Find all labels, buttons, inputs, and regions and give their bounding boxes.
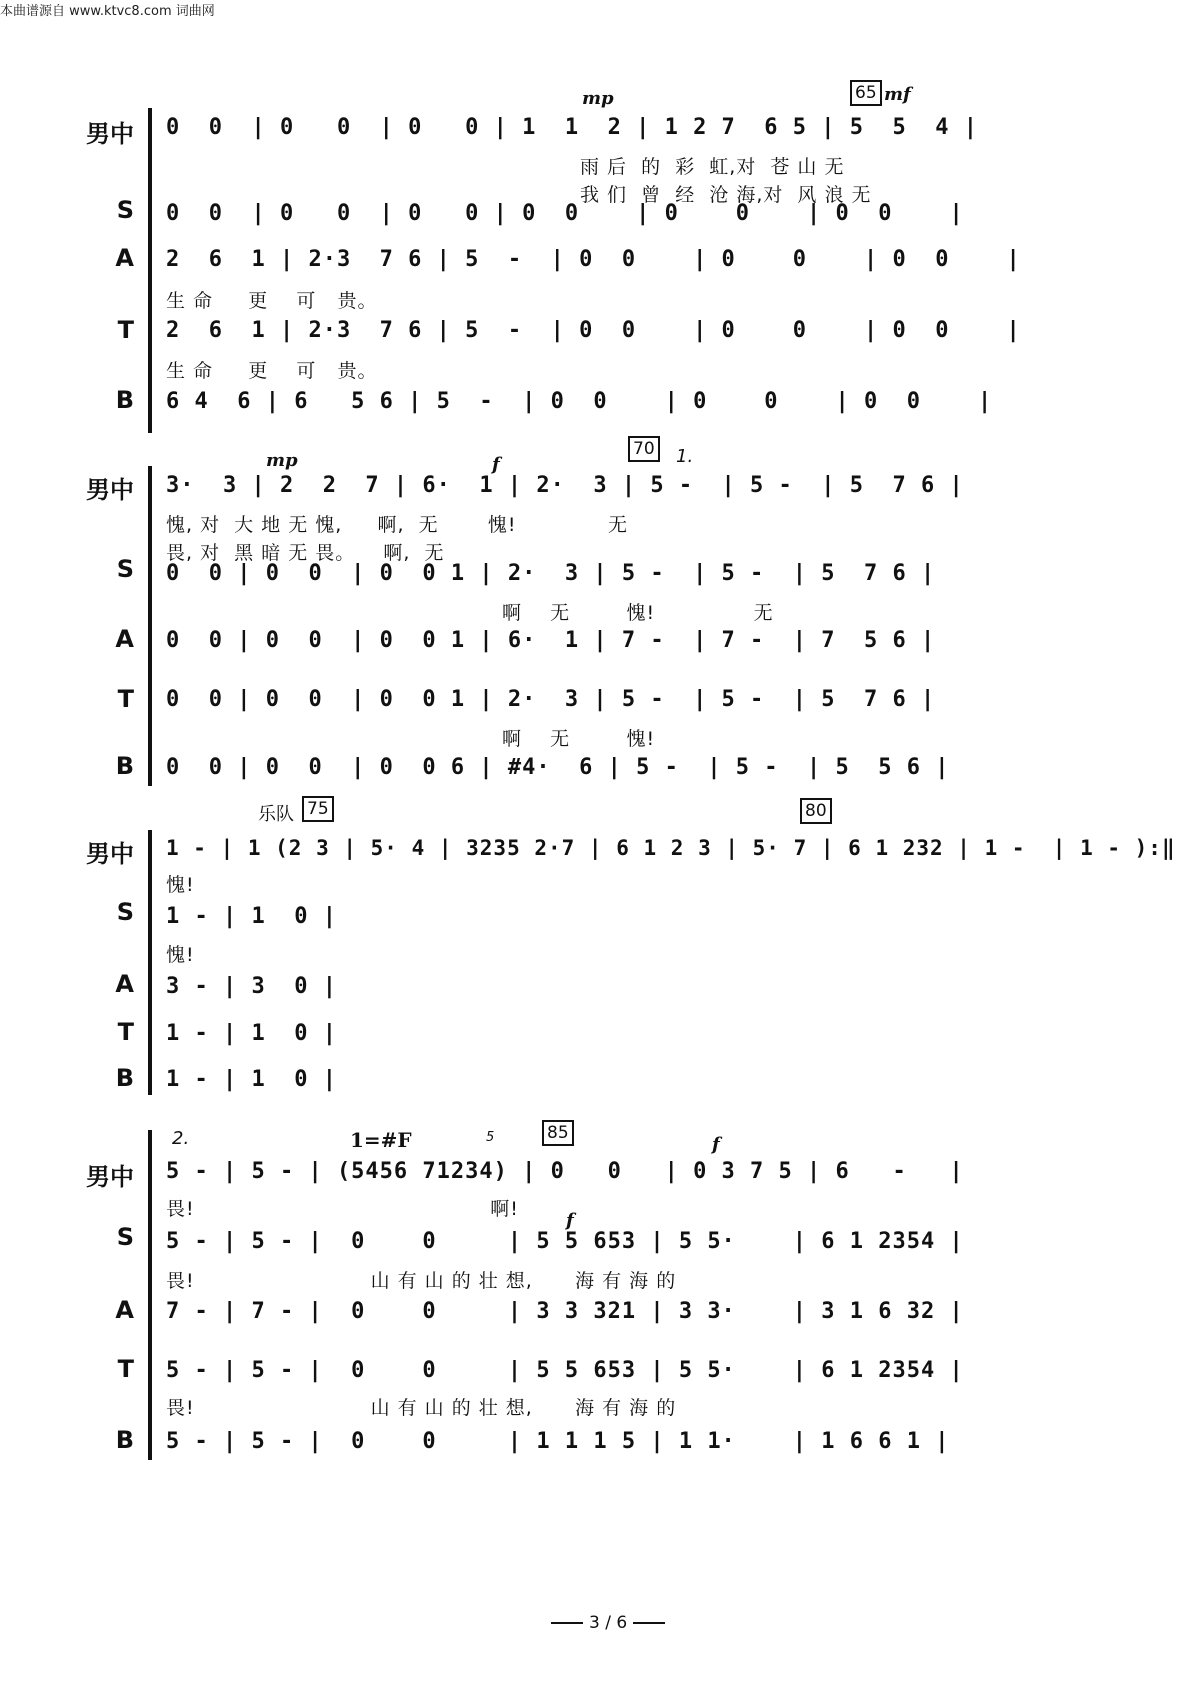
s-notes: 0 0 | 0 0 | 0 0 1 | 2· 3 | 5 - | 5 - | 5 7 6 | <box>166 561 936 586</box>
dynamic-mp: mp <box>582 88 614 109</box>
men-notes: 1 - | 1 (2 3 | 5· 4 | 3235 2·7 | 6 1 2 3 | 5· 7 | 6 1 232 | 1 - | 1 - ):‖ <box>166 836 1176 860</box>
voice-label-a: A <box>115 1296 134 1324</box>
voice-label-b: B <box>115 386 134 414</box>
rehearsal-mark-65: 65 <box>850 80 882 106</box>
t-lyric: 生 命 更 可 贵。 <box>166 360 378 382</box>
dynamic-mp: mp <box>266 450 298 471</box>
b-notes: 0 0 | 0 0 | 0 0 6 | #4· 6 | 5 - | 5 - | 5 5 6 | <box>166 755 950 780</box>
dynamic-f-soprano: f <box>566 1210 574 1231</box>
s-notes: 1 - | 1 0 | <box>166 904 337 929</box>
t-notes: 0 0 | 0 0 | 0 0 1 | 2· 3 | 5 - | 5 - | 5 7 6 | <box>166 687 936 712</box>
s-notes: 0 0 | 0 0 | 0 0 | 0 0 | 0 0 | 0 0 | <box>166 201 964 226</box>
rehearsal-mark-75: 75 <box>302 796 334 822</box>
voice-label-men: 男中 <box>86 476 134 504</box>
voice-label-b: B <box>115 752 134 780</box>
system-bracket <box>148 1130 152 1460</box>
voice-label-b: B <box>115 1064 134 1092</box>
men-notes: 5 - | 5 - | (5456 71234) | 0 0 | 0 3 7 5 | 6 - | <box>166 1159 964 1184</box>
first-ending: 1. <box>676 446 694 467</box>
voice-label-s: S <box>116 1223 134 1251</box>
voice-label-t: T <box>117 316 134 344</box>
a-notes: 2 6 1 | 2·3 7 6 | 5 - | 0 0 | 0 0 | 0 0 | <box>166 247 1021 272</box>
men-lyric-verse1: 愧, 对 大 地 无 愧, 啊, 无 愧! 无 <box>166 514 629 536</box>
s-lyric: 啊 无 愧! 无 <box>502 602 774 624</box>
dynamic-f: f <box>492 454 500 475</box>
rehearsal-mark-85: 85 <box>542 1120 574 1146</box>
men-notes: 0 0 | 0 0 | 0 0 | 1 1 2 | 1 2 7 6 5 | 5 5 4 | <box>166 115 978 140</box>
system-bracket <box>148 466 152 786</box>
rehearsal-mark-70: 70 <box>628 436 660 462</box>
page-number: 3 / 6 <box>545 1613 671 1633</box>
a-notes: 7 - | 7 - | 0 0 | 3 3 321 | 3 3· | 3 1 6 32 | <box>166 1299 964 1324</box>
men-notes: 3· 3 | 2 2 7 | 6· 1 | 2· 3 | 5 - | 5 - | 5 7 6 | <box>166 473 964 498</box>
voice-label-a: A <box>115 244 134 272</box>
t-lyric: 畏! 山 有 山 的 壮 想, 海 有 海 的 <box>166 1397 677 1419</box>
s-notes: 5 - | 5 - | 0 0 | 5 5 653 | 5 5· | 6 1 2354 | <box>166 1229 964 1254</box>
rehearsal-mark-80: 80 <box>800 798 832 824</box>
t-notes: 1 - | 1 0 | <box>166 1021 337 1046</box>
men-lyric: 畏! 啊! <box>166 1198 519 1220</box>
voice-label-a: A <box>115 625 134 653</box>
t-notes: 5 - | 5 - | 0 0 | 5 5 653 | 5 5· | 6 1 2354 | <box>166 1358 964 1383</box>
s-lyric: 愧! <box>166 944 195 966</box>
voice-label-t: T <box>117 685 134 713</box>
voice-label-men: 男中 <box>86 1163 134 1191</box>
s-lyric: 畏! 山 有 山 的 壮 想, 海 有 海 的 <box>166 1270 677 1292</box>
men-lyric-verse2: 我 们 曾 经 沧 海,对 风 浪 无 <box>580 184 872 206</box>
men-lyric-verse1: 雨 后 的 彩 虹,对 苍 山 无 <box>580 156 845 178</box>
voice-label-t: T <box>117 1018 134 1046</box>
t-notes: 2 6 1 | 2·3 7 6 | 5 - | 0 0 | 0 0 | 0 0 | <box>166 318 1021 343</box>
voice-label-s: S <box>116 898 134 926</box>
men-lyric: 愧! <box>166 874 195 896</box>
men-lyric-verse2: 畏, 对 黑 暗 无 畏。 啊, 无 <box>166 542 445 564</box>
voice-label-s: S <box>116 555 134 583</box>
source-header: 本曲谱源自 www.ktvc8.com 词曲网 <box>0 4 215 19</box>
t-lyric: 啊 无 愧! <box>502 728 656 750</box>
second-ending: 2. <box>172 1128 190 1149</box>
voice-label-t: T <box>117 1355 134 1383</box>
voice-label-men: 男中 <box>86 120 134 148</box>
a-notes: 3 - | 3 0 | <box>166 974 337 999</box>
a-notes: 0 0 | 0 0 | 0 0 1 | 6· 1 | 7 - | 7 - | 7 5 6 | <box>166 628 936 653</box>
voice-label-a: A <box>115 970 134 998</box>
key-signature: 1=#F <box>350 1128 412 1152</box>
voice-label-s: S <box>116 196 134 224</box>
voice-label-men: 男中 <box>86 840 134 868</box>
b-notes: 6 4 6 | 6 5 6 | 5 - | 0 0 | 0 0 | 0 0 | <box>166 389 993 414</box>
quintuplet-mark: 5 <box>486 1130 495 1145</box>
system-bracket <box>148 108 152 433</box>
dynamic-f: f <box>712 1134 720 1155</box>
a-lyric: 生 命 更 可 贵。 <box>166 290 378 312</box>
voice-label-b: B <box>115 1426 134 1454</box>
b-notes: 5 - | 5 - | 0 0 | 1 1 1 5 | 1 1· | 1 6 6 1 | <box>166 1429 950 1454</box>
dynamic-mf: mf <box>884 84 911 105</box>
system-bracket <box>148 830 152 1095</box>
band-label: 乐队 <box>258 804 294 825</box>
b-notes: 1 - | 1 0 | <box>166 1067 337 1092</box>
